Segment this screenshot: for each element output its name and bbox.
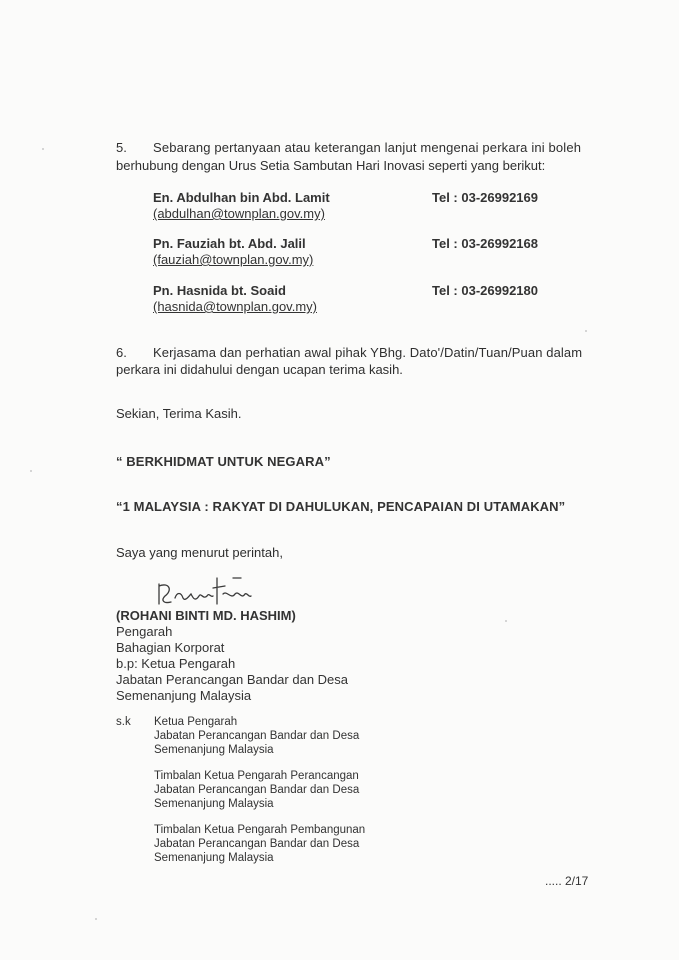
contact-name: Pn. Hasnida bt. Soaid [153, 283, 286, 298]
contact-tel: Tel : 03-26992169 [432, 190, 538, 205]
contact-tel: Tel : 03-26992168 [432, 236, 538, 251]
scan-speck [42, 148, 44, 150]
contact-email-link[interactable]: (hasnida@townplan.gov.my) [153, 299, 317, 314]
signatory-division: Bahagian Korporat [116, 640, 225, 655]
signatory-department: Jabatan Perancangan Bandar dan Desa [116, 672, 349, 687]
copy-recipient-line: Jabatan Perancangan Bandar dan Desa [154, 784, 360, 796]
paragraph-5-line-1: Sebarang pertanyaan atau keterangan lanjut mengenai perkara ini boleh [153, 140, 582, 155]
copies-label: s.k [116, 716, 131, 728]
paragraph-6-number: 6. [116, 345, 127, 360]
motto-1malaysia: “1 MALAYSIA : RAKYAT DI DAHULUKAN, PENCAPAIAN DI UTAMAKAN” [116, 499, 566, 514]
contact-name: En. Abdulhan bin Abd. Lamit [153, 190, 330, 205]
scan-speck [585, 330, 587, 332]
contact-name: Pn. Fauziah bt. Abd. Jalil [153, 236, 306, 251]
contact-email-link[interactable]: (abdulhan@townplan.gov.my) [153, 206, 325, 221]
signatory-bp: b.p: Ketua Pengarah [116, 656, 236, 671]
signatory-region: Semenanjung Malaysia [116, 688, 252, 703]
scan-speck [505, 620, 507, 622]
contact-email-link[interactable]: (fauziah@townplan.gov.my) [153, 252, 314, 267]
copy-recipient-line: Timbalan Ketua Pengarah Perancangan [154, 770, 359, 782]
paragraph-6-line-2: perkara ini didahului dengan ucapan terima kasih. [116, 362, 403, 377]
copy-recipient-line: Semenanjung Malaysia [154, 852, 274, 864]
copy-recipient-line: Ketua Pengarah [154, 716, 238, 728]
signatory-title: Pengarah [116, 624, 173, 639]
paragraph-5-line-2: berhubung dengan Urus Setia Sambutan Hari Inovasi seperti yang berikut: [116, 158, 546, 173]
contact-tel: Tel : 03-26992180 [432, 283, 538, 298]
copy-recipient-line: Jabatan Perancangan Bandar dan Desa [154, 838, 360, 850]
copy-recipient-line: Jabatan Perancangan Bandar dan Desa [154, 730, 360, 742]
scan-speck [95, 918, 97, 920]
copy-recipient-line: Semenanjung Malaysia [154, 744, 274, 756]
motto-berkhidmat: “ BERKHIDMAT UNTUK NEGARA” [116, 454, 331, 469]
scan-speck [30, 470, 32, 472]
paragraph-6-line-1: Kerjasama dan perhatian awal pihak YBhg. Dato'/Datin/Tuan/Puan dalam [153, 345, 583, 360]
paragraph-5-number: 5. [116, 140, 127, 155]
copy-recipient-line: Semenanjung Malaysia [154, 798, 274, 810]
copy-recipient-line: Timbalan Ketua Pengarah Pembangunan [154, 824, 366, 836]
signature-icon [155, 574, 265, 610]
signoff-text: Saya yang menurut perintah, [116, 545, 283, 560]
signatory-name: (ROHANI BINTI MD. HASHIM) [116, 608, 296, 623]
closing-text: Sekian, Terima Kasih. [116, 406, 242, 421]
page-indicator: ..... 2/17 [545, 874, 589, 888]
